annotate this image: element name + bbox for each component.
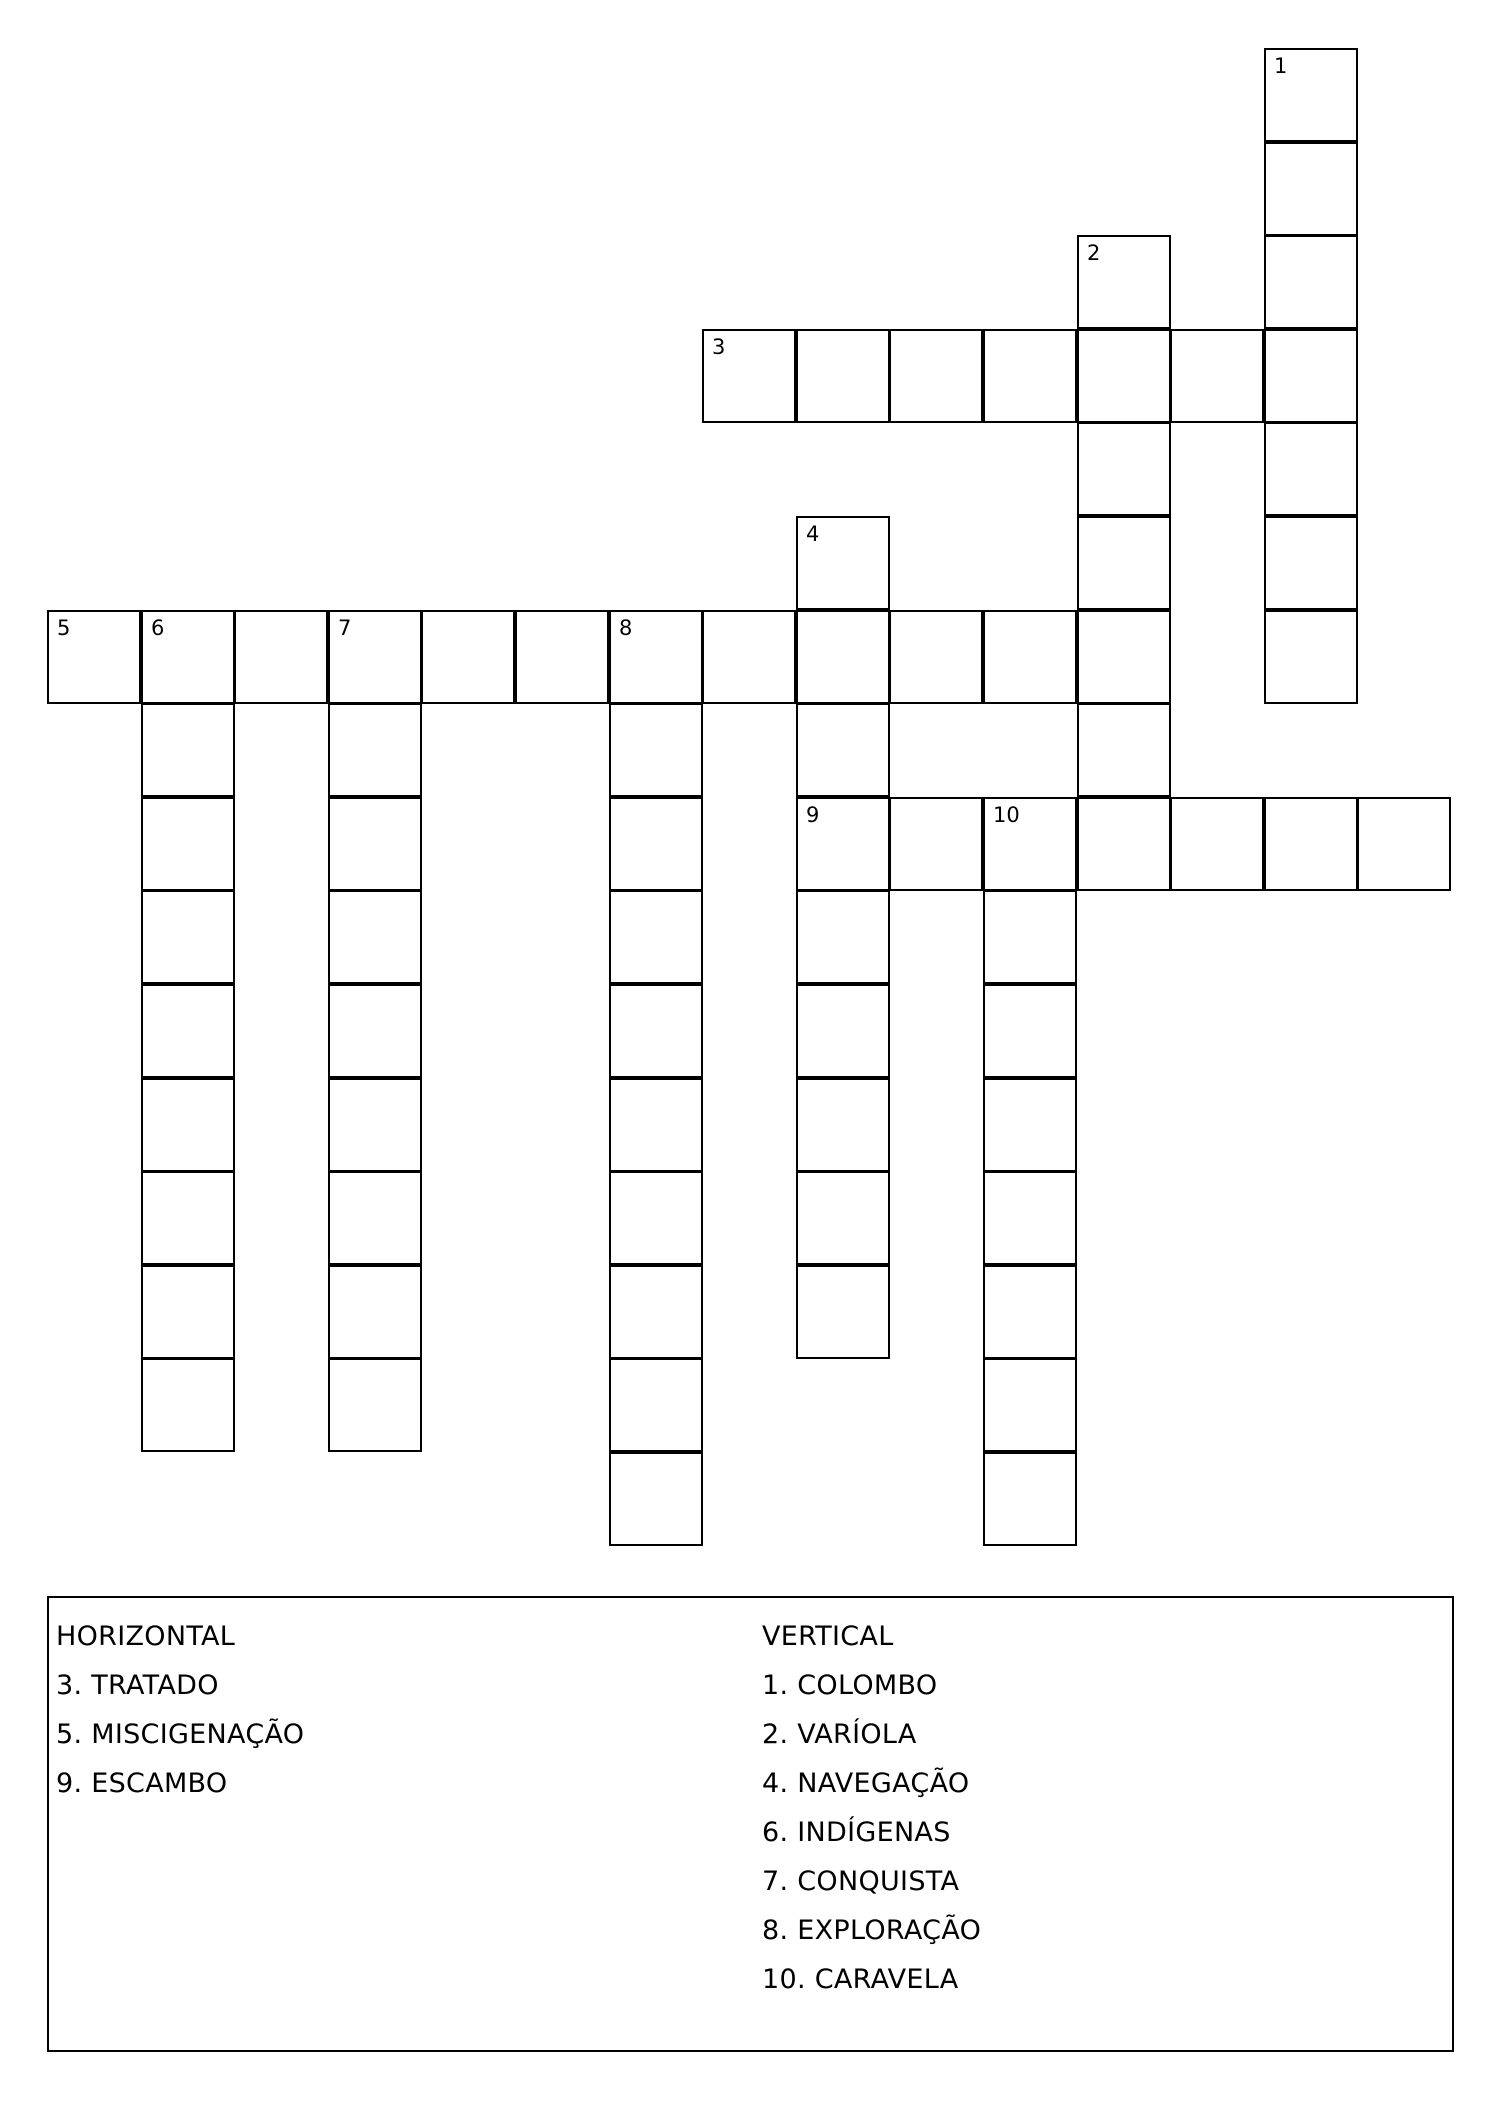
clue-vertical-8: 8. EXPLORAÇÃO (762, 1915, 982, 1946)
grid-cell[interactable] (796, 890, 890, 984)
grid-cell[interactable] (609, 890, 703, 984)
grid-cell[interactable] (1077, 797, 1171, 891)
grid-cell[interactable] (1264, 329, 1358, 423)
clue-vertical-4: 4. NAVEGAÇÃO (762, 1768, 970, 1799)
grid-cell[interactable] (983, 1078, 1077, 1172)
grid-cell[interactable] (1264, 142, 1358, 236)
clue-number: 3 (712, 335, 726, 359)
grid-cell[interactable] (983, 1265, 1077, 1359)
grid-cell[interactable] (983, 890, 1077, 984)
grid-cell[interactable] (609, 703, 703, 797)
grid-cell[interactable] (1077, 422, 1171, 516)
horizontal-heading: HORIZONTAL (56, 1621, 236, 1652)
clue-number: 8 (619, 616, 633, 640)
grid-cell[interactable] (983, 1358, 1077, 1452)
grid-cell[interactable] (1077, 329, 1171, 423)
grid-cell[interactable] (1357, 797, 1451, 891)
clue-vertical-7: 7. CONQUISTA (762, 1866, 960, 1897)
grid-cell[interactable] (1264, 610, 1358, 704)
grid-cell[interactable] (141, 610, 235, 704)
grid-cell[interactable] (234, 610, 328, 704)
grid-cell[interactable] (609, 1078, 703, 1172)
horizontal-clues (56, 1612, 304, 1808)
grid-cell[interactable] (328, 1358, 422, 1452)
grid-cell[interactable] (983, 797, 1077, 891)
grid-cell[interactable] (141, 1358, 235, 1452)
grid-cell[interactable] (1077, 235, 1171, 329)
grid-cell[interactable] (796, 329, 890, 423)
grid-cell[interactable] (983, 1452, 1077, 1546)
grid-cell[interactable] (796, 516, 890, 610)
grid-cell[interactable] (1077, 703, 1171, 797)
clue-vertical-10: 10. CARAVELA (762, 1964, 959, 1995)
grid-cell[interactable] (702, 610, 796, 704)
clue-number: 7 (338, 616, 352, 640)
grid-cell[interactable] (1170, 797, 1264, 891)
grid-cell[interactable] (609, 1171, 703, 1265)
clue-number: 4 (806, 522, 820, 546)
grid-cell[interactable] (328, 1078, 422, 1172)
grid-cell[interactable] (609, 610, 703, 704)
grid-cell[interactable] (889, 610, 983, 704)
grid-cell[interactable] (328, 1171, 422, 1265)
grid-cell[interactable] (515, 610, 609, 704)
grid-cell[interactable] (141, 984, 235, 1078)
grid-cell[interactable] (1264, 516, 1358, 610)
grid-cell[interactable] (796, 703, 890, 797)
grid-cell[interactable] (796, 984, 890, 1078)
grid-cell[interactable] (983, 984, 1077, 1078)
grid-cell[interactable] (889, 329, 983, 423)
clue-number: 1 (1274, 54, 1288, 78)
grid-cell[interactable] (609, 797, 703, 891)
grid-cell[interactable] (609, 1358, 703, 1452)
grid-cell[interactable] (1264, 48, 1358, 142)
grid-cell[interactable] (421, 610, 515, 704)
grid-cell[interactable] (796, 797, 890, 891)
grid-cell[interactable] (983, 329, 1077, 423)
grid-cell[interactable] (1264, 797, 1358, 891)
grid-cell[interactable] (796, 610, 890, 704)
clue-vertical-6: 6. INDÍGENAS (762, 1817, 951, 1848)
clue-number: 10 (993, 803, 1020, 827)
clue-horizontal-5: 5. MISCIGENAÇÃO (56, 1719, 305, 1750)
clue-vertical-1: 1. COLOMBO (762, 1670, 938, 1701)
grid-cell[interactable] (796, 1078, 890, 1172)
grid-cell[interactable] (1264, 235, 1358, 329)
clue-number: 5 (57, 616, 71, 640)
grid-cell[interactable] (609, 1452, 703, 1546)
grid-cell[interactable] (609, 984, 703, 1078)
grid-cell[interactable] (1077, 610, 1171, 704)
grid-cell[interactable] (1264, 422, 1358, 516)
grid-cell[interactable] (328, 984, 422, 1078)
grid-cell[interactable] (796, 1265, 890, 1359)
grid-cell[interactable] (983, 1171, 1077, 1265)
grid-cell[interactable] (702, 329, 796, 423)
grid-cell[interactable] (141, 1265, 235, 1359)
grid-cell[interactable] (328, 890, 422, 984)
vertical-heading: VERTICAL (762, 1621, 894, 1652)
clue-horizontal-3: 3. TRATADO (56, 1670, 219, 1701)
grid-cell[interactable] (328, 1265, 422, 1359)
grid-cell[interactable] (1077, 516, 1171, 610)
grid-cell[interactable] (328, 797, 422, 891)
grid-cell[interactable] (141, 890, 235, 984)
clue-horizontal-9: 9. ESCAMBO (56, 1768, 228, 1799)
clue-number: 2 (1087, 241, 1101, 265)
clue-vertical-2: 2. VARÍOLA (762, 1719, 917, 1750)
clue-number: 6 (151, 616, 165, 640)
grid-cell[interactable] (328, 703, 422, 797)
grid-cell[interactable] (983, 610, 1077, 704)
clue-box (47, 1596, 1454, 2052)
grid-cell[interactable] (141, 703, 235, 797)
grid-cell[interactable] (889, 797, 983, 891)
grid-cell[interactable] (141, 1078, 235, 1172)
vertical-clues (762, 1612, 981, 2004)
grid-cell[interactable] (328, 610, 422, 704)
grid-cell[interactable] (796, 1171, 890, 1265)
grid-cell[interactable] (1170, 329, 1264, 423)
grid-cell[interactable] (609, 1265, 703, 1359)
clue-number: 9 (806, 803, 820, 827)
grid-cell[interactable] (141, 1171, 235, 1265)
grid-cell[interactable] (141, 797, 235, 891)
grid-cell[interactable] (47, 610, 141, 704)
